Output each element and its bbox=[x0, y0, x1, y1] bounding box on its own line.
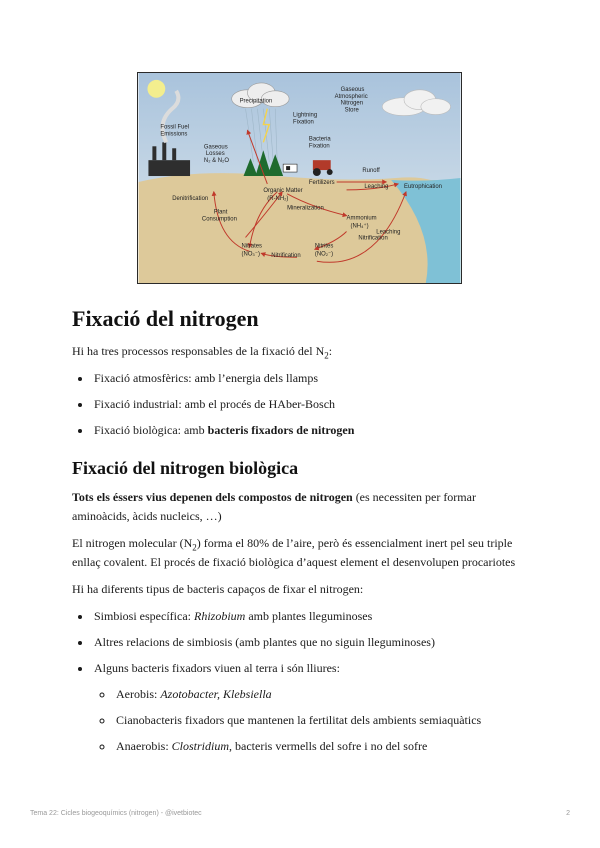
process-industrial: Fixació industrial: amb el procés de HAber-Bosch bbox=[94, 397, 336, 412]
list-item bbox=[114, 737, 532, 756]
paragraph-2-subscript: 2 bbox=[192, 542, 197, 553]
paragraph-2 bbox=[72, 534, 532, 572]
paragraph-3: Hi ha diferents tipus de bacteris capaços de fixar el nitrogen: bbox=[72, 581, 364, 596]
nitrites-label-2: (NO₂⁻) bbox=[314, 251, 334, 258]
cyanobacteria: Cianobacteris fixadors que mantenen la fertilitat dels ambients semiaquàtics bbox=[116, 712, 482, 727]
list-item bbox=[92, 607, 532, 626]
free-living-sublist bbox=[94, 685, 532, 756]
other-symbiosis: Altres relacions de simbiosis (amb plantes que no siguin lleguminoses) bbox=[94, 634, 435, 649]
page-number: 2 bbox=[566, 810, 570, 817]
organic-matter-label-1: Organic Matter bbox=[263, 187, 303, 194]
list-item bbox=[92, 633, 532, 652]
losses-label-2: Losses bbox=[205, 151, 225, 158]
leaching-bottom-label: Leaching bbox=[376, 229, 401, 236]
gaseous-store-label-3: Nitrogen bbox=[340, 100, 364, 107]
lightning-label-1: Lightning bbox=[293, 112, 318, 119]
sun-icon bbox=[147, 80, 165, 98]
process-biological: Fixació biològica: amb bbox=[94, 423, 208, 438]
symbiosis-italic: Rhizobium bbox=[193, 608, 246, 623]
bacteria-label-1: Bacteria bbox=[308, 136, 331, 143]
emissions-label: Emissions bbox=[160, 131, 188, 138]
nitrates-label-2: (NO₃⁻) bbox=[241, 251, 260, 258]
gaseous-store-label-1: Gaseous bbox=[340, 86, 365, 93]
nitrogen-cycle-illustration bbox=[138, 73, 461, 283]
mineralization-label: Mineralization bbox=[287, 205, 324, 212]
denitrification-label: Denitrification bbox=[172, 195, 209, 202]
paragraph-1 bbox=[72, 488, 532, 526]
intro-paragraph bbox=[72, 342, 532, 361]
precipitation-label: Precipitation bbox=[239, 98, 273, 105]
bacteria-types-list bbox=[72, 607, 532, 756]
ammonium-label-1: Ammonium bbox=[346, 215, 377, 222]
paragraph-2-pre: El nitrogen molecular (N bbox=[72, 535, 193, 550]
losses-label-3: N₂ & N₂O bbox=[203, 158, 229, 165]
list-item bbox=[92, 369, 532, 388]
lightning-label-2: Fixation bbox=[293, 119, 314, 126]
nitrates-label-1: Nitrates bbox=[241, 243, 263, 250]
aerobic-italic: Azotobacter, Klebsiella bbox=[160, 686, 272, 701]
symbiosis-post: amb plantes lleguminoses bbox=[245, 608, 373, 623]
nitrogen-cycle-diagram bbox=[137, 72, 462, 284]
intro-text: Hi ha tres processos responsables de la fixació del N bbox=[72, 344, 325, 359]
anaerobic-post: , bacteris vermells del sofre i no del sofre bbox=[229, 738, 428, 753]
organic-matter-label-2: (R-NH₂) bbox=[267, 195, 289, 202]
free-living: Alguns bacteris fixadors viuen al terra i són lliures: bbox=[94, 660, 340, 675]
fossil-label: Fossil Fuel bbox=[160, 124, 190, 131]
footer-text: Tema 22: Cicles biogeoquímics (nitrogen) - @ivetbiotec bbox=[30, 810, 202, 817]
section-subtitle: Fixació del nitrogen biològica bbox=[72, 458, 299, 479]
aerobic-pre: Aerobis: bbox=[116, 686, 161, 701]
eutrophication-label: Eutrophication bbox=[404, 183, 442, 190]
ammonium-label-2: (NH₄⁺) bbox=[350, 223, 369, 230]
list-item bbox=[92, 659, 532, 756]
fertilizers-label: Fertilizers bbox=[308, 179, 335, 186]
list-item bbox=[92, 421, 532, 440]
paragraph-2-post: ) forma el 80% de l’aire, però és essencialment inert pel seu triple enllaç covalent. El procés de fixació biològica d’aquest element el desenvolupen procariotes bbox=[72, 535, 516, 569]
plant-consumption-label-2: Consumption bbox=[201, 216, 237, 223]
cow-icon bbox=[283, 164, 297, 172]
leaching-top-label: Leaching bbox=[364, 183, 389, 190]
nitrites-label-1: Nitrites bbox=[314, 243, 334, 250]
bacteria-label-2: Fixation bbox=[308, 143, 330, 150]
page-footer bbox=[30, 810, 570, 817]
process-atmospheric: Fixació atmosfèrics: amb l’energia dels llamps bbox=[94, 371, 319, 386]
main-content bbox=[72, 306, 532, 763]
paragraph-1-bold: Tots els éssers vius depenen dels compostos de nitrogen bbox=[72, 489, 353, 504]
losses-label-1: Gaseous bbox=[203, 144, 228, 151]
anaerobic-pre: Anaerobis: bbox=[116, 738, 172, 753]
intro-colon: : bbox=[328, 344, 333, 359]
list-item bbox=[92, 395, 532, 414]
symbiosis-pre: Simbiosi específica: bbox=[94, 608, 194, 623]
anaerobic-italic: Clostridium bbox=[171, 738, 230, 753]
list-item bbox=[114, 685, 532, 704]
intro-subscript: 2 bbox=[324, 350, 329, 361]
nitrification-label-1: Nitrification bbox=[358, 235, 388, 242]
plant-consumption-label-1: Plant bbox=[213, 209, 228, 216]
paragraph-1-rest: (es necessiten per formar aminoàcids, àcids nucleics, …) bbox=[72, 489, 476, 523]
gaseous-store-label-4: Store bbox=[344, 107, 359, 114]
gaseous-store-label-2: Atmospheric bbox=[334, 93, 368, 100]
list-item bbox=[114, 711, 532, 730]
nitrification-label-2: Nitrification bbox=[271, 253, 301, 260]
runoff-label: Runoff bbox=[362, 168, 380, 175]
fixation-processes-list bbox=[72, 369, 532, 440]
page-title: Fixació del nitrogen bbox=[72, 306, 259, 331]
process-biological-bold: bacteris fixadors de nitrogen bbox=[207, 423, 355, 438]
